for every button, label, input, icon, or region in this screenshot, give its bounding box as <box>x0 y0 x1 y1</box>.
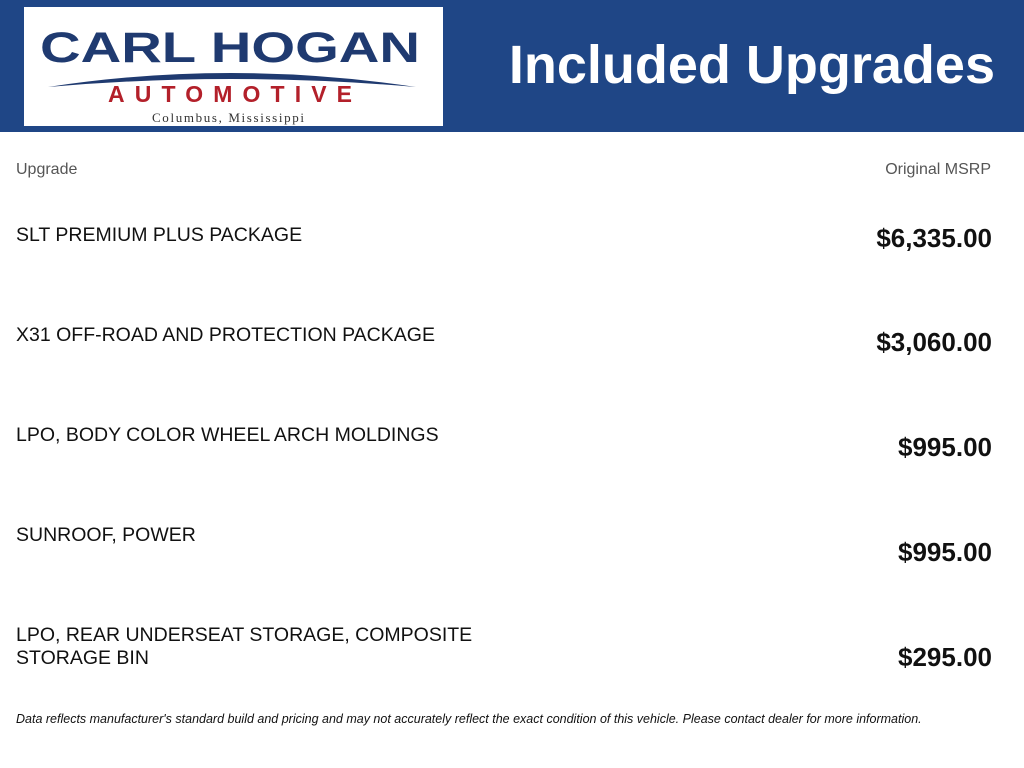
table-row <box>16 424 992 524</box>
table-row <box>16 324 992 424</box>
table-row <box>16 624 992 724</box>
table-row <box>16 524 992 624</box>
logo-line2: AUTOMOTIVE <box>108 81 352 107</box>
upgrade-name: SUNROOF, POWER <box>16 524 196 546</box>
upgrade-price: $995.00 <box>898 432 992 462</box>
upgrade-price: $995.00 <box>898 537 992 567</box>
dealer-logo-graphic <box>24 7 443 126</box>
upgrade-price: $6,335.00 <box>876 223 992 253</box>
header-banner <box>0 0 1024 132</box>
upgrade-name: SLT PREMIUM PLUS PACKAGE <box>16 224 303 246</box>
upgrade-price: $3,060.00 <box>876 327 992 357</box>
dealer-logo <box>24 7 443 126</box>
table-row <box>16 224 992 324</box>
logo-line3: Columbus, Mississippi <box>152 110 304 125</box>
upgrade-name: LPO, BODY COLOR WHEEL ARCH MOLDINGS <box>16 424 439 446</box>
logo-line1: CARL HOGAN <box>40 24 420 72</box>
upgrade-name: X31 OFF-ROAD AND PROTECTION PACKAGE <box>16 324 435 346</box>
column-header-msrp: Original MSRP <box>885 161 991 178</box>
upgrade-name: LPO, REAR UNDERSEAT STORAGE, COMPOSITE STORAGE BIN <box>16 624 473 669</box>
upgrade-price: $295.00 <box>898 642 992 672</box>
page-title: Included Upgrades <box>508 35 995 95</box>
column-header-upgrade: Upgrade <box>16 161 78 178</box>
disclaimer-text: Data reflects manufacturer's standard build and pricing and may not accurately reflect the exact condition of this vehicle. Please contact dealer for more information. <box>16 712 922 726</box>
